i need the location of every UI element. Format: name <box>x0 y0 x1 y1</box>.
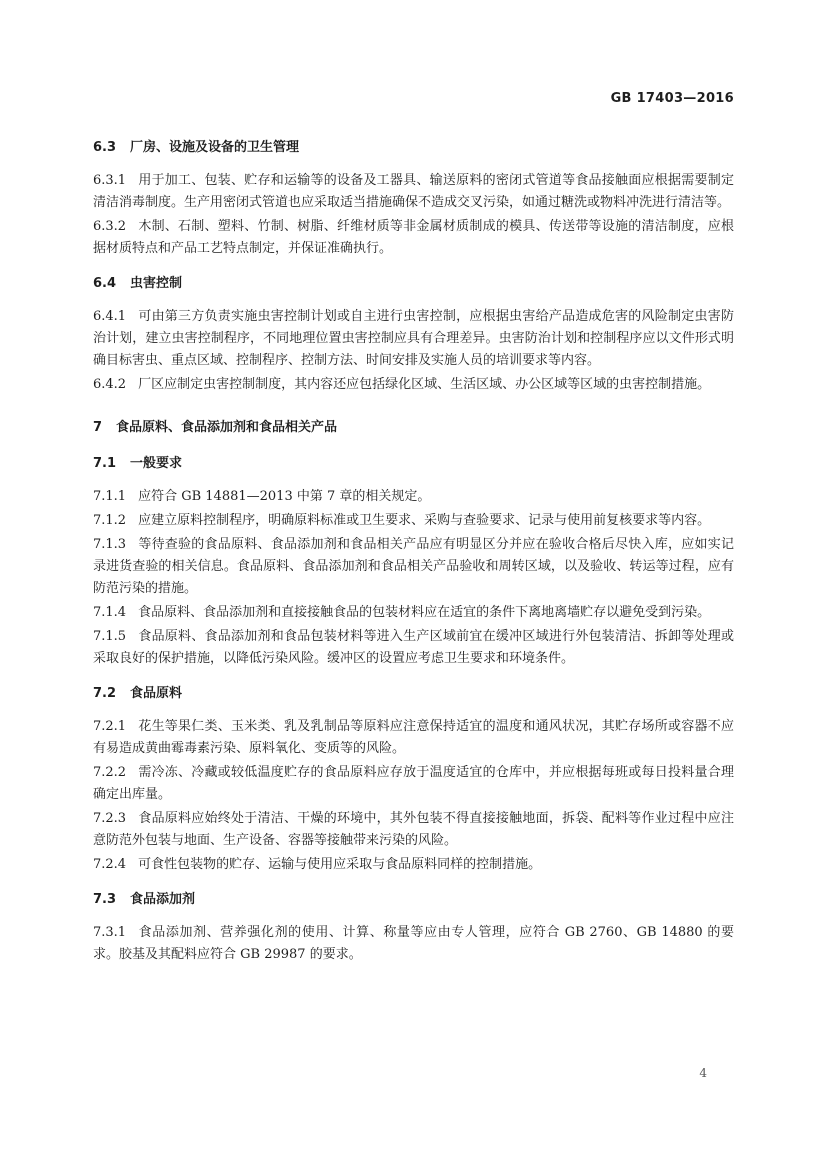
clause-6-4-1: 6.4.1 可由第三方负责实施虫害控制计划或自主进行虫害控制，应根据虫害给产品造成危害的风险制定虫害防治计划，建立虫害控制程序，不同地理位置虫害控制应具有合理差异。虫害防治计划和控制程序应以文件形式明确目标害虫、重点区域、控制程序、控制方法、时间安排及实施人员的培训要求等内容。 <box>93 309 734 368</box>
page-number: 4 <box>699 1066 707 1080</box>
clause-7-1-4: 7.1.4 食品原料、食品添加剂和直接接触食品的包装材料应在适宜的条件下离地离墙贮存以避免受到污染。 <box>93 605 711 620</box>
clause-7-3-1: 7.3.1 食品添加剂、营养强化剂的使用、计算、称量等应由专人管理，应符合 GB 2760、GB 14880 的要求。胶基及其配料应符合 GB 29987 的要求。 <box>93 925 734 962</box>
standard-number: GB 17403—2016 <box>610 91 734 106</box>
clause-6-3-1: 6.3.1 用于加工、包装、贮存和运输等的设备及工器具、输送原料的密闭式管道等食品接触面应根据需要制定清洁消毒制度。生产用密闭式管道也应采取适当措施确保不造成交叉污染，如通过糖洗或物料冲洗进行清洁等。 <box>93 173 734 210</box>
clause-7-1-3: 7.1.3 等待查验的食品原料、食品添加剂和食品相关产品应有明显区分并应在验收合格后尽快入库，应如实记录进货查验的相关信息。食品原料、食品添加剂和食品相关产品验收和周转区域，以及验收、转运等过程，应有防范污染的措施。 <box>93 537 734 596</box>
clause-7-2-2: 7.2.2 需冷冻、冷藏或较低温度贮存的食品原料应存放于温度适宜的仓库中，并应根据每班或每日投料量合理确定出库量。 <box>93 765 734 802</box>
clause-7-1-1: 7.1.1 应符合 GB 14881—2013 中第 7 章的相关规定。 <box>93 489 431 504</box>
section-heading-7-3: 7.3 食品添加剂 <box>93 892 196 907</box>
section-heading-6-4: 6.4 虫害控制 <box>93 276 183 291</box>
clause-6-3-2: 6.3.2 木制、石制、塑料、竹制、树脂、纤维材质等非金属材质制成的模具、传送带等设施的清洁制度，应根据材质特点和产品工艺特点制定，并保证准确执行。 <box>93 219 734 256</box>
clause-7-2-3: 7.2.3 食品原料应始终处于清洁、干燥的环境中，其外包装不得直接接触地面，拆袋、配料等作业过程中应注意防范外包装与地面、生产设备、容器等接触带来污染的风险。 <box>93 811 734 848</box>
chapter-heading-7: 7 食品原料、食品添加剂和食品相关产品 <box>93 420 338 435</box>
clause-7-2-1: 7.2.1 花生等果仁类、玉米类、乳及乳制品等原料应注意保持适宜的温度和通风状况，其贮存场所或容器不应有易造成黄曲霉毒素污染、原料氧化、变质等的风险。 <box>93 719 734 756</box>
clause-6-4-2: 6.4.2 厂区应制定虫害控制制度，其内容还应包括绿化区域、生活区域、办公区域等区域的虫害控制措施。 <box>93 377 711 392</box>
page-body <box>93 138 734 966</box>
section-heading-6-3: 6.3 厂房、设施及设备的卫生管理 <box>93 140 300 155</box>
clause-7-1-5: 7.1.5 食品原料、食品添加剂和食品包装材料等进入生产区域前宜在缓冲区域进行外包装清洁、拆卸等处理或采取良好的保护措施，以降低污染风险。缓冲区的设置应考虑卫生要求和环境条件。 <box>93 629 734 666</box>
clause-7-1-2: 7.1.2 应建立原料控制程序，明确原料标准或卫生要求、采购与查验要求、记录与使用前复核要求等内容。 <box>93 513 711 528</box>
section-heading-7-1: 7.1 一般要求 <box>93 456 183 471</box>
section-heading-7-2: 7.2 食品原料 <box>93 686 183 701</box>
clause-7-2-4: 7.2.4 可食性包装物的贮存、运输与使用应采取与食品原料同样的控制措施。 <box>93 857 542 872</box>
